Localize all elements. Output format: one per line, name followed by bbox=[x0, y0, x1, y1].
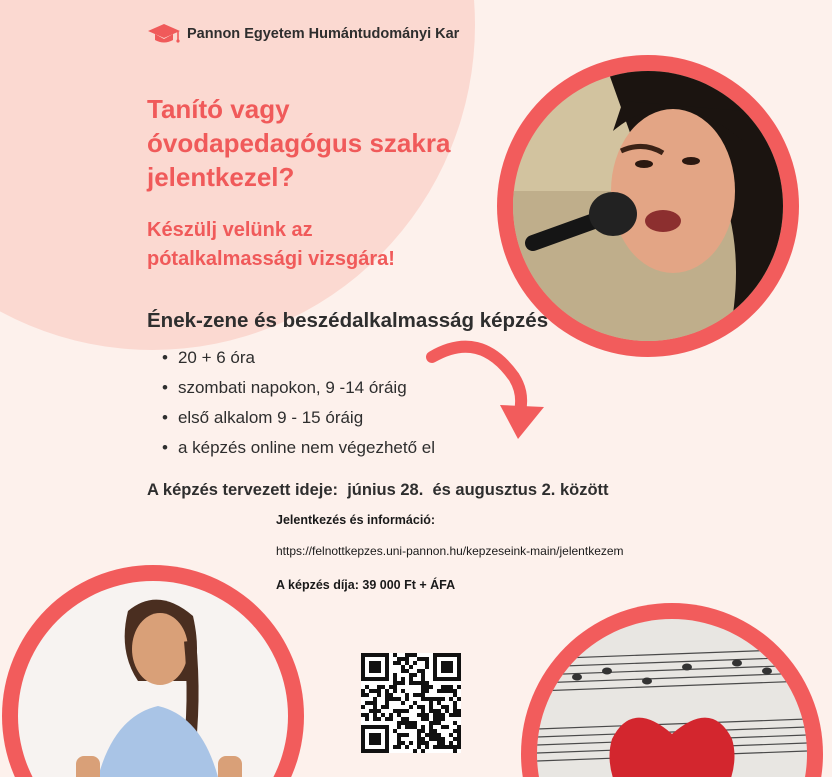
list-item: • 20 + 6 óra bbox=[162, 343, 435, 373]
list-item: • a képzés online nem végezhető el bbox=[162, 433, 435, 463]
registration-label: Jelentkezés és információ: bbox=[276, 513, 436, 527]
course-title: Ének-zene és beszédalkalmasság képzés bbox=[147, 309, 549, 332]
list-item: • szombati napokon, 9 -14 óráig bbox=[162, 373, 435, 403]
graduation-cap-icon bbox=[147, 22, 181, 46]
course-details-list bbox=[162, 343, 435, 463]
headline: Tanító vagy óvodapedagógus szakra jelentkezel? bbox=[147, 94, 451, 192]
brand-name: Pannon Egyetem Humántudományi Kar bbox=[187, 26, 460, 42]
fee-text: A képzés díja: 39 000 Ft + ÁFA bbox=[276, 578, 456, 592]
registration-link[interactable]: https://felnottkepzes.uni-pannon.hu/kepzeseink-main/jelentkezem bbox=[276, 544, 624, 558]
schedule-text: A képzés tervezett ideje: június 28. és augusztus 2. között bbox=[147, 481, 609, 499]
singer-photo bbox=[513, 71, 783, 341]
list-item: • első alkalom 9 - 15 óráig bbox=[162, 403, 435, 433]
subheadline: Készülj velünk az pótalkalmassági vizsgára! bbox=[147, 219, 395, 270]
qr-code[interactable] bbox=[361, 653, 461, 753]
brand bbox=[147, 22, 459, 46]
curved-arrow-icon bbox=[420, 335, 560, 445]
